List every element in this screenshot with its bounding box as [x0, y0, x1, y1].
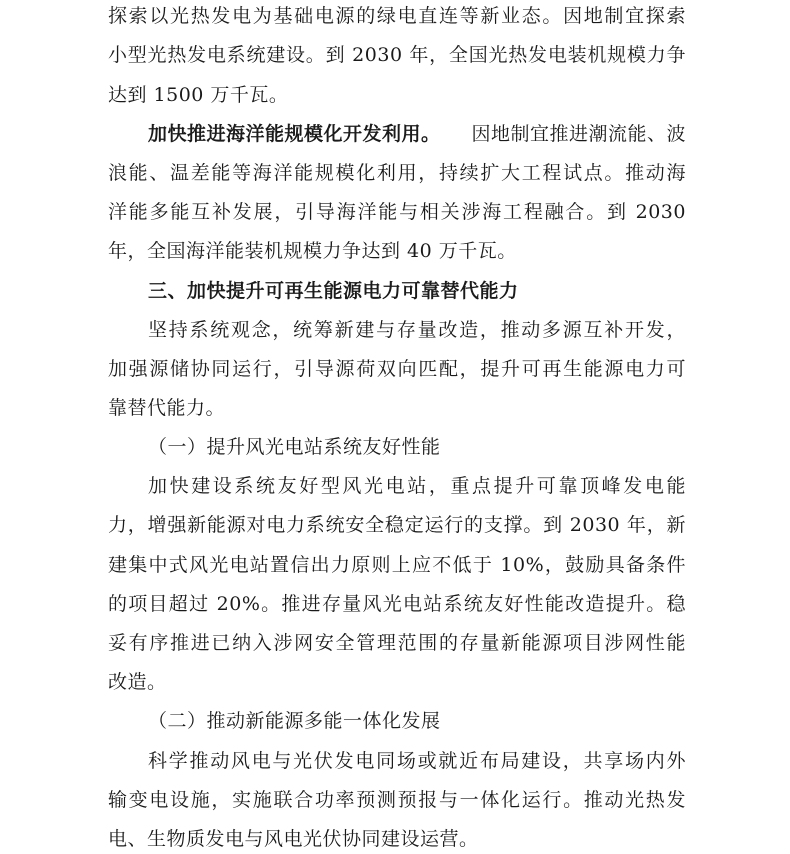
paragraph-line: 小型光热发电系统建设。到 2030 年，全国光热发电装机规模力争 — [108, 44, 686, 66]
paragraph-line: 洋能多能互补发展，引导海洋能与相关涉海工程融合。到 2030 — [108, 201, 686, 223]
subsection-heading: （二）推动新能源多能一体化发展 — [148, 710, 441, 732]
paragraph-line: 坚持系统观念，统筹新建与存量改造，推动多源互补开发， — [148, 319, 686, 341]
paragraph-line: 浪能、温差能等海洋能规模化利用，持续扩大工程试点。推动海 — [108, 162, 686, 184]
paragraph-line: 加快建设系统友好型风光电站，重点提升可靠顶峰发电能 — [148, 475, 686, 497]
paragraph-line: 年，全国海洋能装机规模力争达到 40 万千瓦。 — [108, 240, 517, 262]
paragraph-line: 力，增强新能源对电力系统安全稳定运行的支撑。到 2030 年，新 — [108, 514, 686, 536]
paragraph-text: 因地制宜推进潮流能、波 — [471, 123, 686, 145]
subsection-heading: （一）提升风光电站系统友好性能 — [148, 436, 441, 458]
paragraph-line: 输变电设施，实施联合功率预测预报与一体化运行。推动光热发 — [108, 789, 686, 811]
paragraph-line: 妥有序推进已纳入涉网安全管理范围的存量新能源项目涉网性能 — [108, 632, 686, 654]
paragraph-line: 达到 1500 万千瓦。 — [108, 84, 289, 106]
paragraph-line: 改造。 — [108, 671, 167, 693]
paragraph-line: 的项目超过 20%。推进存量风光电站系统友好性能改造提升。稳 — [108, 593, 686, 615]
paragraph-line: 建集中式风光电站置信出力原则上应不低于 10%，鼓励具备条件 — [108, 554, 686, 576]
paragraph-line: 探索以光热发电为基础电源的绿电直连等新业态。因地制宜探索 — [108, 5, 686, 27]
paragraph-line: 电、生物质发电与风电光伏协同建设运营。 — [108, 828, 479, 850]
paragraph-first-line — [108, 120, 686, 148]
paragraph-line: 科学推动风电与光伏发电同场或就近布局建设，共享场内外 — [148, 750, 686, 772]
paragraph-line: 靠替代能力。 — [108, 397, 226, 419]
section-heading: 三、加快提升可再生能源电力可靠替代能力 — [148, 280, 519, 302]
paragraph-line: 加强源储协同运行，引导源荷双向匹配，提升可再生能源电力可 — [108, 358, 686, 380]
paragraph-lead-phrase: 加快推进海洋能规模化开发利用。 — [148, 123, 441, 145]
